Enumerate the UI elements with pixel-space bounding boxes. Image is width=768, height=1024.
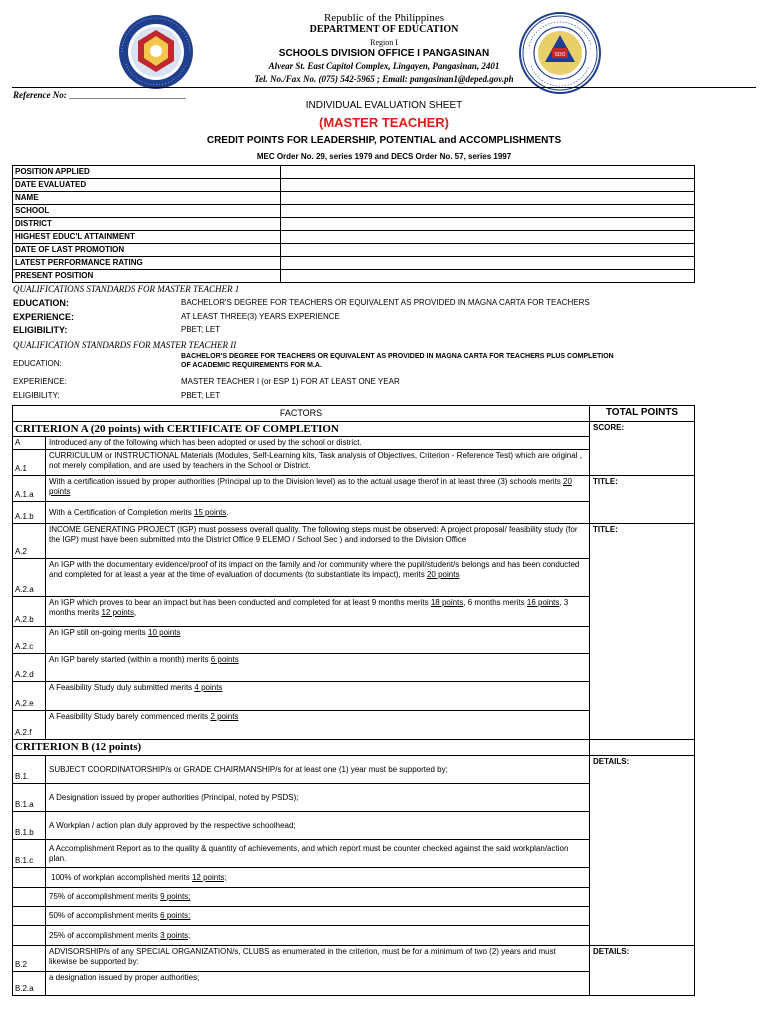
table-row [13, 756, 695, 784]
info-label: SCHOOL [13, 205, 281, 218]
row-code: B.2.a [13, 972, 46, 996]
row-text-main: With a Certification of Completion merits [49, 507, 194, 517]
details-label: DETAILS: [593, 757, 630, 766]
qs2-heading-text: QUALIFICATION STANDARDS FOR MASTER TEACHER II [13, 340, 237, 350]
reference-value: __________________________ [68, 90, 186, 100]
row-text: A Accomplishment Report as to the quality & quantity of achievements, and which report must be counter checked against the said workplan/action plan. [46, 840, 590, 868]
row-points: 3 points; [160, 930, 191, 940]
row-points: 20 points [49, 477, 572, 496]
row-code: B.1.c [13, 840, 46, 868]
blank-code [13, 868, 46, 888]
row-text-main: , 6 months merits [463, 598, 527, 607]
row-points: 12 points [101, 608, 134, 617]
row-text-main: With a certification issued by proper authorities (Principal up to the Division level) as to the actual usage therof in at least three (3) schools merits [49, 477, 564, 486]
qs1-heading [13, 284, 239, 294]
info-row [13, 257, 695, 270]
title-label: TITLE: [593, 525, 618, 534]
qs2-eligibility-label: ELIGIBILITY: [13, 391, 60, 400]
row-text: A Designation issued by proper authorities (Principal, noted by PSDS); [46, 784, 590, 812]
qs2-education-line2: OF ACADEMIC REQUIREMENTS FOR M.A. [181, 362, 322, 369]
info-value-field[interactable] [281, 192, 695, 205]
row-text [46, 559, 590, 597]
qs1-education-value: BACHELOR'S DEGREE FOR TEACHERS OR EQUIVALENT AS PROVIDED IN MAGNA CARTA FOR TEACHERS [181, 298, 590, 307]
qs1-eligibility-value: PBET; LET [181, 325, 221, 334]
row-text-main: A Feasibility Study barely commenced merits [49, 712, 211, 721]
row-code: A.2.c [13, 627, 46, 654]
row-points: 15 points [193, 507, 227, 517]
row-text-main: 25% of accomplishment merits [49, 930, 161, 940]
credit-title: CREDIT POINTS FOR LEADERSHIP, POTENTIAL and ACCOMPLISHMENTS [206, 135, 562, 146]
row-points: 2 points [210, 712, 239, 721]
row-text-main: An IGP barely started (within a month) merits [49, 655, 211, 664]
score-cell [590, 422, 695, 476]
row-text [46, 711, 590, 740]
info-label: DISTRICT [13, 218, 281, 231]
row-points: 18 points [430, 598, 464, 607]
row-code: A.1.b [13, 502, 46, 524]
row-code: A.2.a [13, 559, 46, 597]
row-text [46, 476, 590, 502]
blank-code [13, 888, 46, 907]
criterion-a-heading: CRITERION A (20 points) with CERTIFICATE OF COMPLETION [13, 422, 590, 437]
row-text: INCOME GENERATING PROJECT (IGP) must possess overall quality. The following steps must be observed: A project proposal/ feasibility study (for the IGP) must have been submitted mto the District Office 9 ELEMO / School Sec ) and indorsed to the Division Office [46, 524, 590, 559]
info-label: PRESENT POSITION [13, 270, 281, 283]
applicant-info-table [12, 165, 695, 283]
row-points: 16 points [526, 598, 560, 607]
info-value-field[interactable] [281, 179, 695, 192]
row-points: 9 points; [160, 892, 191, 901]
row-text: SUBJECT COORDINATORSHIP/s or GRADE CHAIRMANSHIP/s for at least one (1) year must be supported by; [46, 756, 590, 784]
row-code: A.2.f [13, 711, 46, 740]
row-code: B.1. [13, 756, 46, 784]
info-row [13, 218, 695, 231]
qs1-education-label: EDUCATION: [13, 298, 69, 308]
row-text-main: 100% of workplan accomplished merits [51, 872, 192, 882]
info-row [13, 231, 695, 244]
qs2-heading [13, 340, 236, 350]
info-value-field[interactable] [281, 166, 695, 179]
qs2-eligibility-value: PBET; LET [181, 391, 221, 400]
republic-line: Republic of the Philippines [323, 12, 445, 24]
row-text: a designation issued by proper authorities; [46, 972, 590, 996]
role-title: (MASTER TEACHER) [319, 115, 449, 130]
department-line: DEPARTMENT OF EDUCATION [309, 24, 459, 35]
row-code: A.2.e [13, 682, 46, 711]
info-row [13, 192, 695, 205]
header-rule [12, 87, 756, 88]
row-code: B.1.a [13, 784, 46, 812]
contact-line: Tel. No./Fax No. (075) 542-5965 ; Email: pangasinan1@deped.gov.ph [254, 74, 514, 84]
reference-label: Reference No: [13, 90, 67, 100]
qs1-experience-label: EXPERIENCE: [13, 312, 75, 322]
title-label: TITLE: [593, 477, 618, 486]
info-value-field[interactable] [281, 218, 695, 231]
row-text [46, 682, 590, 711]
address-line: Alvear St. East Capitol Complex, Lingayen, Pangasinan, 2401 [268, 61, 500, 71]
sheet-title: INDIVIDUAL EVALUATION SHEET [305, 100, 463, 111]
row-text-main: 50% of accomplishment merits [49, 911, 161, 920]
info-label: LATEST PERFORMANCE RATING [13, 257, 281, 270]
criterion-b-row [13, 740, 695, 756]
details-label: DETAILS: [593, 947, 630, 956]
qs2-education-label: EDUCATION: [13, 359, 62, 368]
row-text: A Workplan / action plan duly approved by the respective schoolhead; [46, 812, 590, 840]
blank-cell [590, 740, 695, 756]
row-code: A.1 [13, 450, 46, 476]
criterion-a-row [13, 422, 695, 437]
row-text [46, 654, 590, 682]
region-line: Region I [370, 38, 398, 47]
row-text-main: A Feasibility Study duly submitted merits [49, 683, 195, 692]
row-text: Introduced any of the following which has been adopted or used by the school or district. [46, 437, 590, 450]
title-cell [590, 476, 695, 524]
info-value-field[interactable] [281, 231, 695, 244]
row-points: 6 points [210, 655, 239, 664]
blank-code [13, 926, 46, 946]
row-text [46, 597, 590, 627]
row-text [46, 926, 590, 946]
info-label: DATE EVALUATED [13, 179, 281, 192]
row-code: A.2.d [13, 654, 46, 682]
seal-center-text: SDO [554, 52, 566, 58]
info-row [13, 166, 695, 179]
row-text [46, 888, 590, 907]
criterion-b-heading: CRITERION B (12 points) [13, 740, 590, 756]
row-text [46, 627, 590, 654]
factors-header: FACTORS [13, 406, 590, 422]
qs2-experience-label: EXPERIENCE: [13, 377, 67, 386]
qs2-education-line1: BACHELOR'S DEGREE FOR TEACHERS OR EQUIVALENT AS PROVIDED IN MAGNA CARTA FOR TEACHERS PLUS COMPLETION [181, 353, 614, 360]
title-cell [590, 524, 695, 740]
qs2-experience-value: MASTER TEACHER I (or ESP 1) FOR AT LEAST ONE YEAR [181, 377, 400, 386]
division-line: SCHOOLS DIVISION OFFICE I PANGASINAN [278, 48, 490, 59]
info-row [13, 205, 695, 218]
info-row [13, 179, 695, 192]
total-points-header: TOTAL POINTS [590, 406, 695, 422]
row-text-after: , [133, 608, 137, 617]
info-row [13, 270, 695, 283]
info-label: NAME [13, 192, 281, 205]
table-row [13, 946, 695, 972]
qs1-experience-value: AT LEAST THREE(3) YEARS EXPERIENCE [181, 312, 340, 321]
row-code: A.2.b [13, 597, 46, 627]
row-code: A.1.a [13, 476, 46, 502]
order-title: MEC Order No. 29, series 1979 and DECS Order No. 57, series 1997 [256, 152, 512, 161]
row-code: B.1.b [13, 812, 46, 840]
info-row [13, 244, 695, 257]
row-text-main: An IGP still on-going merits [49, 628, 149, 637]
qs1-eligibility-label: ELIGIBILITY: [13, 325, 68, 335]
row-text-main: An IGP with the documentary evidence/proof of its impact on the family and /or community where the pupil/student/s belongs and has been conducted and completed for at least a year at the time of evaluation of documents (to substantiate its impact), merits [49, 560, 580, 579]
row-text-after: . [226, 507, 229, 517]
info-label: HIGHEST EDUC'L ATTAINMENT [13, 231, 281, 244]
row-text: ADVISORSHIP/s of any SPECIAL ORGANIZATION/s, CLUBS as enumerated in the criterion, must be for a minimum of two (2) years and must likewise be supported by: [46, 946, 590, 972]
row-points: 4 points [194, 683, 223, 692]
row-text [46, 502, 590, 524]
info-label: POSITION APPLIED [13, 166, 281, 179]
reference-no [13, 90, 186, 100]
row-text [46, 868, 590, 888]
row-code: A.2 [13, 524, 46, 559]
score-label: SCORE: [593, 423, 625, 432]
info-value-field[interactable] [281, 257, 695, 270]
row-points: 20 points [426, 570, 460, 579]
blank-code [13, 907, 46, 926]
row-points: 6 points; [160, 911, 191, 920]
info-value-field[interactable] [281, 270, 695, 283]
row-text-main: , 3 months merits [49, 598, 569, 617]
row-text-main: 75% of accomplishment merits [49, 892, 161, 901]
qs1-heading-text: QUALIFICATIONS STANDARDS FOR MASTER TEACHER 1 [13, 284, 240, 294]
row-code: A [13, 437, 46, 450]
info-value-field[interactable] [281, 244, 695, 257]
details-cell [590, 946, 695, 996]
factors-header-row [13, 406, 695, 422]
row-text-main: An IGP which proves to bear an impact but has been conducted and completed for at least 9 months merits [49, 598, 431, 607]
info-value-field[interactable] [281, 205, 695, 218]
row-points: 12 points; [191, 872, 227, 882]
row-code: B.2 [13, 946, 46, 972]
info-label: DATE OF LAST PROMOTION [13, 244, 281, 257]
row-points: 10 points [148, 628, 181, 637]
row-text: CURRICULUM or INSTRUCTIONAL Materials (Modules, Self-Learning kits, Task analysis of Objectives, Criterion - Reference Test) which are original , not merely compilation, and are used by teachers in the School or District. [46, 450, 590, 476]
row-text [46, 907, 590, 926]
factors-table [12, 405, 695, 996]
details-cell [590, 756, 695, 946]
table-row [13, 476, 695, 502]
table-row [13, 524, 695, 559]
